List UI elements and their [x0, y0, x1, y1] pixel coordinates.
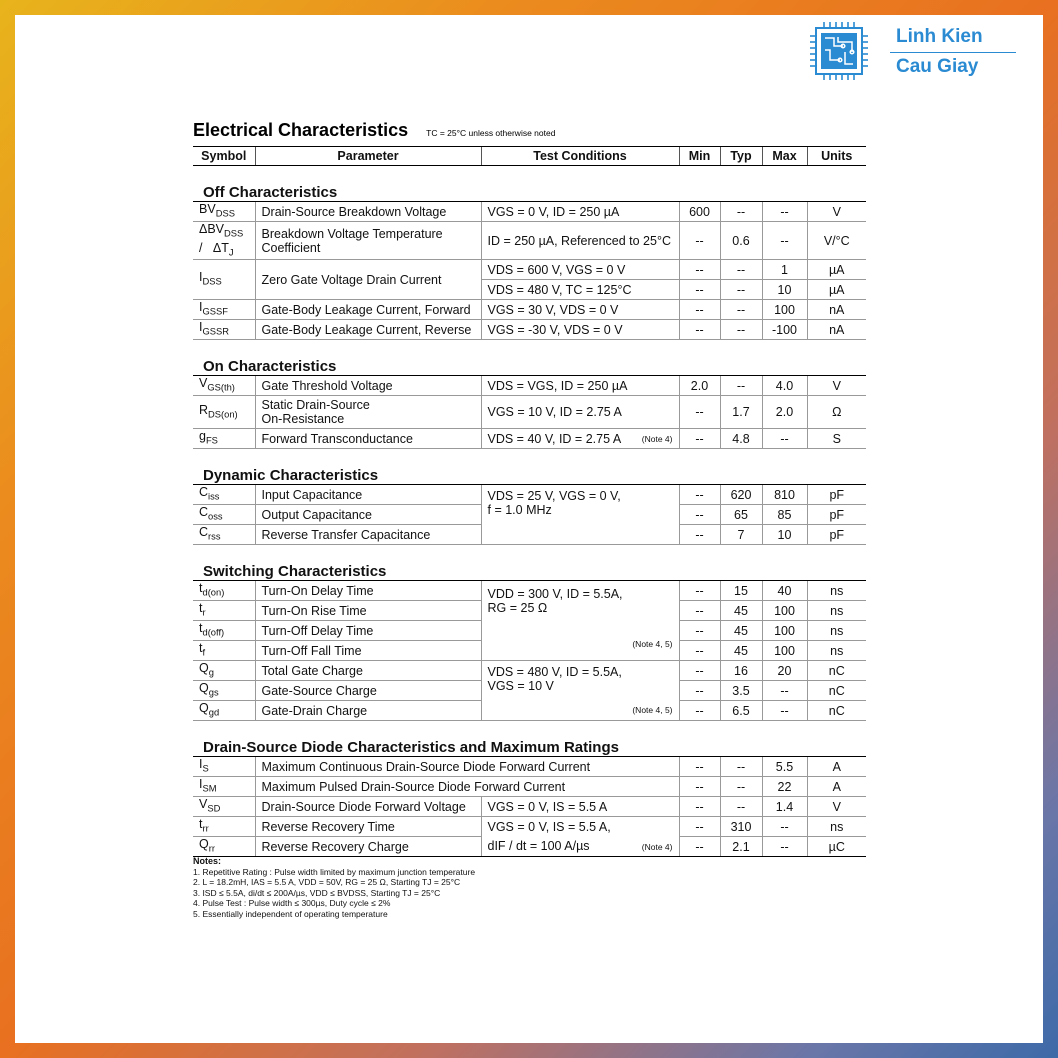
typ: 620	[720, 485, 762, 505]
section-off: Off Characteristics	[203, 184, 338, 201]
max: --	[762, 681, 807, 701]
unit: nA	[807, 320, 866, 340]
max: 40	[762, 581, 807, 601]
brand-name-line1: Linh Kien	[896, 26, 983, 47]
min: --	[679, 641, 720, 661]
symbol: $t_r$	[193, 601, 255, 621]
typ: 3.5	[720, 681, 762, 701]
min: 600	[679, 202, 720, 222]
table-row	[193, 320, 866, 340]
unit: nC	[807, 681, 866, 701]
typ: 0.6	[720, 222, 762, 260]
min: --	[679, 485, 720, 505]
unit: V	[807, 376, 866, 396]
section-diode: Drain-Source Diode Characteristics and Maximum Ratings	[203, 739, 619, 756]
max: 10	[762, 525, 807, 545]
param: Breakdown Voltage Temperature Coefficient	[255, 222, 481, 260]
typ: --	[720, 260, 762, 280]
unit: A	[807, 777, 866, 797]
col-parameter: Parameter	[255, 147, 481, 166]
symbol: $\Delta BV_{DSS}$ / $\Delta T_J$	[193, 222, 255, 260]
typ: 45	[720, 621, 762, 641]
max: --	[762, 701, 807, 721]
table-row	[193, 817, 866, 837]
min: --	[679, 280, 720, 300]
unit: µA	[807, 280, 866, 300]
param: Maximum Continuous Drain-Source Diode Forward Current	[255, 757, 679, 777]
unit: S	[807, 429, 866, 449]
param: Total Gate Charge	[255, 661, 481, 681]
cond: VGS = 0 V, ID = 250 µA	[481, 202, 679, 222]
unit: pF	[807, 525, 866, 545]
typ: 1.7	[720, 396, 762, 429]
typ: 15	[720, 581, 762, 601]
typ: --	[720, 777, 762, 797]
cond: VGS = -30 V, VDS = 0 V	[481, 320, 679, 340]
note-4: 4. Pulse Test : Pulse width ≤ 300µs, Duty cycle ≤ 2%	[193, 898, 391, 908]
section-dynamic: Dynamic Characteristics	[203, 467, 379, 484]
typ: 4.8	[720, 429, 762, 449]
unit: V/°C	[807, 222, 866, 260]
typ: 65	[720, 505, 762, 525]
typ: --	[720, 300, 762, 320]
cond: dIF / dt = 100 A/µs (Note 4)	[481, 837, 679, 857]
min: --	[679, 300, 720, 320]
max: 100	[762, 601, 807, 621]
unit: nC	[807, 701, 866, 721]
min: --	[679, 505, 720, 525]
page-title	[193, 120, 555, 141]
symbol: $Q_{gd}$	[193, 701, 255, 721]
max: --	[762, 817, 807, 837]
typ: 7	[720, 525, 762, 545]
cond: VGS = 30 V, VDS = 0 V	[481, 300, 679, 320]
symbol: $I_{DSS}$	[193, 260, 255, 300]
unit: V	[807, 202, 866, 222]
max: 10	[762, 280, 807, 300]
note-1: 1. Repetitive Rating : Pulse width limited by maximum junction temperature	[193, 866, 476, 877]
table-row	[193, 396, 866, 429]
cond: ID = 250 µA, Referenced to 25°C	[481, 222, 679, 260]
header-row	[193, 147, 866, 166]
min: --	[679, 837, 720, 857]
cond: VGS = 0 V, IS = 5.5 A,	[481, 817, 679, 837]
min: --	[679, 222, 720, 260]
typ: 45	[720, 641, 762, 661]
max: 4.0	[762, 376, 807, 396]
cond: VDS = 600 V, VGS = 0 V	[481, 260, 679, 280]
col-symbol: Symbol	[193, 147, 255, 166]
min: --	[679, 429, 720, 449]
symbol: $C_{rss}$	[193, 525, 255, 545]
max: 1	[762, 260, 807, 280]
max: 2.0	[762, 396, 807, 429]
symbol: $t_{rr}$	[193, 817, 255, 837]
table-row	[193, 485, 866, 505]
symbol: $Q_{rr}$	[193, 837, 255, 857]
unit: pF	[807, 505, 866, 525]
cond: VGS = 10 V, ID = 2.75 A	[481, 396, 679, 429]
col-typ: Typ	[720, 147, 762, 166]
brand-divider	[890, 52, 1016, 53]
typ: --	[720, 202, 762, 222]
min: --	[679, 701, 720, 721]
min: --	[679, 777, 720, 797]
symbol: $g_{FS}$	[193, 429, 255, 449]
max: 810	[762, 485, 807, 505]
unit: µC	[807, 837, 866, 857]
cond: VDS = VGS, ID = 250 µA	[481, 376, 679, 396]
table-row	[193, 797, 866, 817]
max: 100	[762, 621, 807, 641]
unit: µA	[807, 260, 866, 280]
param: Gate-Source Charge	[255, 681, 481, 701]
max: 100	[762, 300, 807, 320]
param: Zero Gate Voltage Drain Current	[255, 260, 481, 300]
max: 20	[762, 661, 807, 681]
symbol: $R_{DS(on)}$	[193, 396, 255, 429]
symbol: $BV_{DSS}$	[193, 202, 255, 222]
symbol: $V_{SD}$	[193, 797, 255, 817]
param: Output Capacitance	[255, 505, 481, 525]
unit: ns	[807, 581, 866, 601]
symbol: $t_f$	[193, 641, 255, 661]
col-test-conditions: Test Conditions	[481, 147, 679, 166]
table-row	[193, 260, 866, 280]
cond: VDS = 480 V, ID = 5.5A, VGS = 10 V (Note 4, 5)	[481, 661, 679, 721]
symbol: $I_{GSSF}$	[193, 300, 255, 320]
unit: nA	[807, 300, 866, 320]
section-switching: Switching Characteristics	[203, 563, 387, 580]
param: Maximum Pulsed Drain-Source Diode Forward Current	[255, 777, 679, 797]
max: --	[762, 837, 807, 857]
min: --	[679, 396, 720, 429]
table-row	[193, 376, 866, 396]
symbol: $I_S$	[193, 757, 255, 777]
symbol: $Q_{gs}$	[193, 681, 255, 701]
title-note: TC = 25°C unless otherwise noted	[426, 128, 556, 138]
param: Reverse Transfer Capacitance	[255, 525, 481, 545]
note-3: 3. ISD ≤ 5.5A, di/dt ≤ 200A/µs, VDD ≤ BVDSS, Starting TJ = 25°C	[193, 887, 441, 898]
table-row	[193, 202, 866, 222]
min: --	[679, 681, 720, 701]
table-row	[193, 661, 866, 681]
param: Gate-Body Leakage Current, Reverse	[255, 320, 481, 340]
cond: VDD = 300 V, ID = 5.5A, RG = 25 Ω (Note 4, 5)	[481, 581, 679, 661]
symbol: $t_{d(on)}$	[193, 581, 255, 601]
max: 100	[762, 641, 807, 661]
unit: Ω	[807, 396, 866, 429]
unit: pF	[807, 485, 866, 505]
max: -100	[762, 320, 807, 340]
typ: 6.5	[720, 701, 762, 721]
table-row	[193, 429, 866, 449]
symbol: $Q_g$	[193, 661, 255, 681]
min: --	[679, 320, 720, 340]
characteristics-table	[193, 146, 866, 857]
brand-logo	[808, 20, 1018, 90]
param: Reverse Recovery Time	[255, 817, 481, 837]
min: --	[679, 797, 720, 817]
param: Forward Transconductance	[255, 429, 481, 449]
param: Gate Threshold Voltage	[255, 376, 481, 396]
max: 5.5	[762, 757, 807, 777]
min: --	[679, 260, 720, 280]
chip-icon	[810, 22, 868, 80]
typ: --	[720, 797, 762, 817]
typ: 2.1	[720, 837, 762, 857]
title-text: Electrical Characteristics	[193, 120, 409, 140]
unit: A	[807, 757, 866, 777]
unit: ns	[807, 601, 866, 621]
max: --	[762, 429, 807, 449]
min: --	[679, 621, 720, 641]
brand-name-line2: Cau Giay	[896, 56, 979, 77]
min: --	[679, 525, 720, 545]
notes-heading: Notes:	[193, 856, 222, 866]
symbol: $t_{d(off)}$	[193, 621, 255, 641]
table-row	[193, 757, 866, 777]
param: Static Drain-Source On-Resistance	[255, 396, 481, 429]
table-row	[193, 837, 866, 857]
cond: VDS = 40 V, ID = 2.75 A (Note 4)	[481, 429, 679, 449]
note-5: 5. Essentially independent of operating temperature	[193, 908, 388, 919]
param: Turn-On Delay Time	[255, 581, 481, 601]
col-min: Min	[679, 147, 720, 166]
min: --	[679, 661, 720, 681]
max: 22	[762, 777, 807, 797]
min: --	[679, 757, 720, 777]
max: --	[762, 202, 807, 222]
cond: VDS = 25 V, VGS = 0 V, f = 1.0 MHz	[481, 485, 679, 545]
footnotes	[193, 856, 475, 919]
symbol: $C_{iss}$	[193, 485, 255, 505]
min: --	[679, 817, 720, 837]
param: Turn-Off Delay Time	[255, 621, 481, 641]
note-2: 2. L = 18.2mH, IAS = 5.5 A, VDD = 50V, RG = 25 Ω, Starting TJ = 25°C	[193, 877, 461, 887]
col-max: Max	[762, 147, 807, 166]
unit: ns	[807, 817, 866, 837]
param: Drain-Source Breakdown Voltage	[255, 202, 481, 222]
typ: --	[720, 376, 762, 396]
cond: VDS = 480 V, TC = 125°C	[481, 280, 679, 300]
symbol: $I_{SM}$	[193, 777, 255, 797]
unit: ns	[807, 641, 866, 661]
symbol: $C_{oss}$	[193, 505, 255, 525]
min: --	[679, 601, 720, 621]
table-row	[193, 222, 866, 260]
param: Input Capacitance	[255, 485, 481, 505]
max: 1.4	[762, 797, 807, 817]
max: --	[762, 222, 807, 260]
section-on: On Characteristics	[203, 358, 337, 375]
param: Gate-Body Leakage Current, Forward	[255, 300, 481, 320]
typ: --	[720, 320, 762, 340]
typ: --	[720, 757, 762, 777]
param: Gate-Drain Charge	[255, 701, 481, 721]
cond: VGS = 0 V, IS = 5.5 A	[481, 797, 679, 817]
symbol: $I_{GSSR}$	[193, 320, 255, 340]
table-row	[193, 300, 866, 320]
unit: V	[807, 797, 866, 817]
typ: 45	[720, 601, 762, 621]
param: Reverse Recovery Charge	[255, 837, 481, 857]
typ: --	[720, 280, 762, 300]
typ: 16	[720, 661, 762, 681]
max: 85	[762, 505, 807, 525]
param: Turn-Off Fall Time	[255, 641, 481, 661]
param: Turn-On Rise Time	[255, 601, 481, 621]
param: Drain-Source Diode Forward Voltage	[255, 797, 481, 817]
table-row	[193, 581, 866, 601]
unit: nC	[807, 661, 866, 681]
symbol: $V_{GS(th)}$	[193, 376, 255, 396]
typ: 310	[720, 817, 762, 837]
min: --	[679, 581, 720, 601]
min: 2.0	[679, 376, 720, 396]
unit: ns	[807, 621, 866, 641]
table-row	[193, 777, 866, 797]
col-units: Units	[807, 147, 866, 166]
